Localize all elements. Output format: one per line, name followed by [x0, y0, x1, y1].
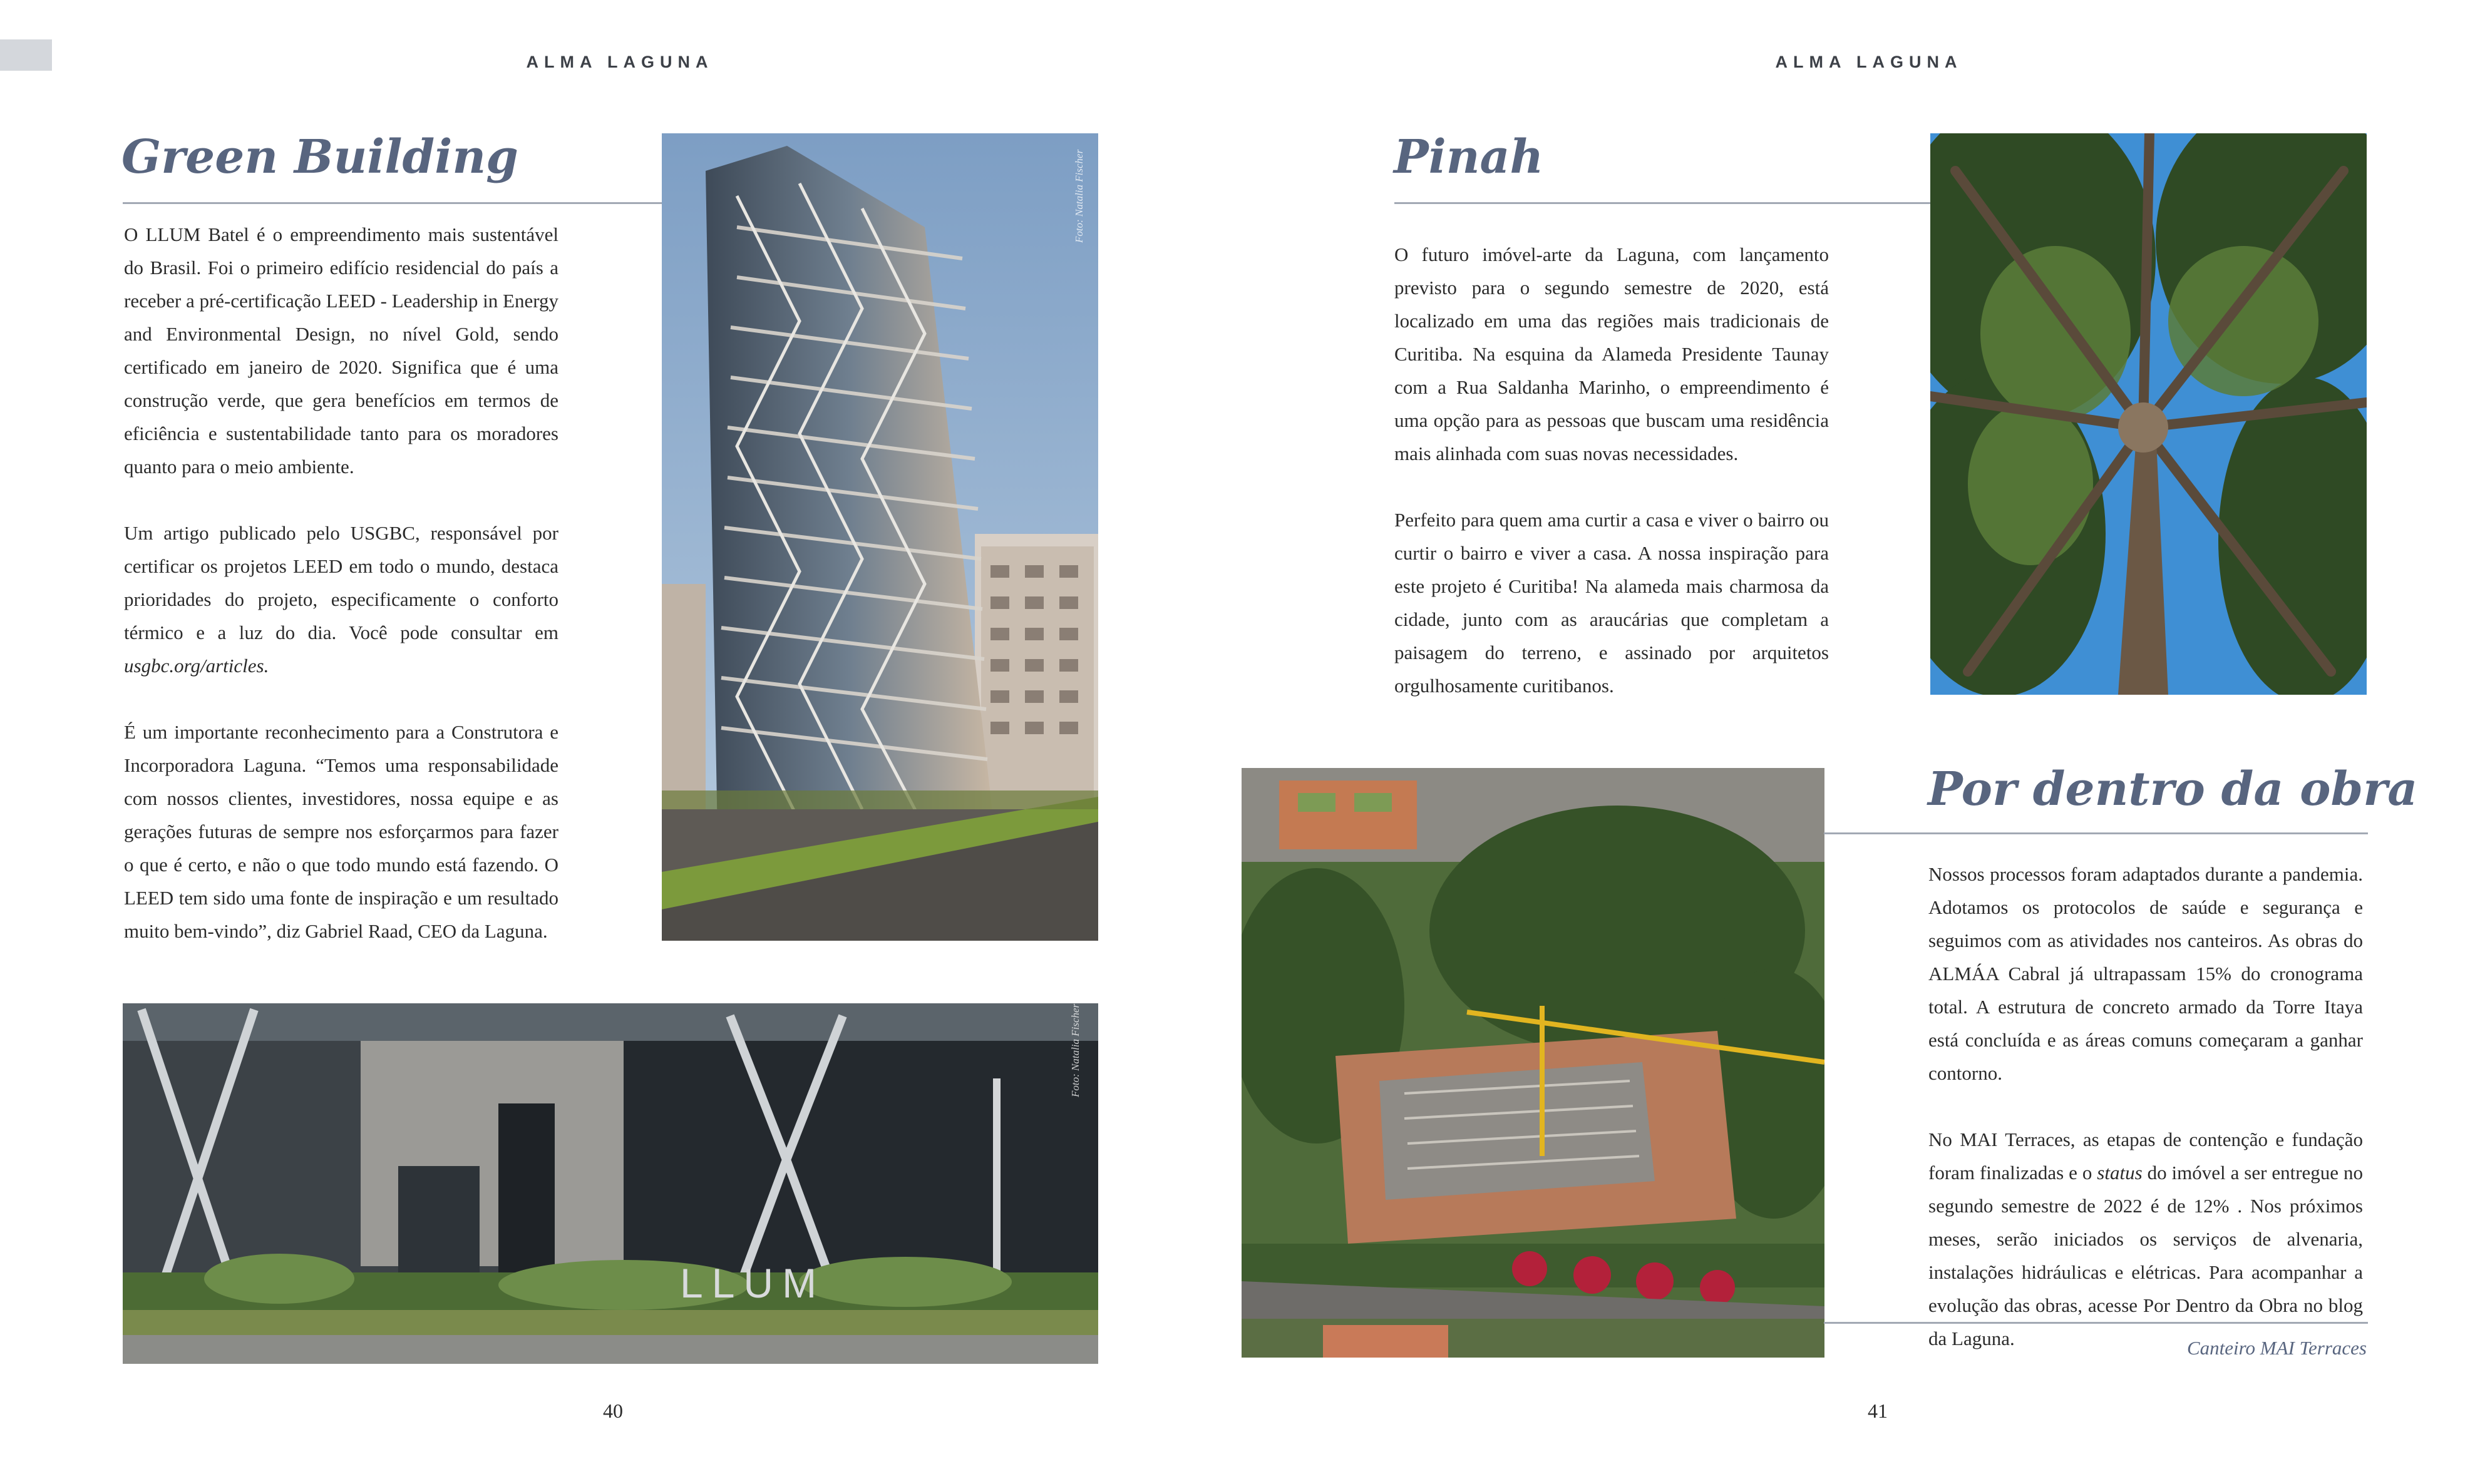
- right-running-head: ALMA LAGUNA: [1775, 53, 1963, 71]
- por-dentro-da-obra-body: [1928, 857, 2363, 1355]
- green-building-paragraph-1: O LLUM Batel é o empreendimento mais sustentável do Brasil. Foi o primeiro edifício residencial do país a receber a pré-certificação LEED - Leadership in Energy and Environmental Design, no nível Gold, sendo certificado em janeiro de 2020. Significa que é uma construção verde, que gera benefícios em termos de eficiência e sustentabilidade tanto para os moradores quanto para o meio ambiente.: [124, 223, 558, 478]
- usgbc-link[interactable]: usgbc.org/articles.: [124, 655, 269, 677]
- pinah-paragraph-1: O futuro imóvel-arte da Laguna, com lançamento previsto para o segundo semestre de 2020, está localizado em uma das regiões mais tradicionais de Curitiba. Na esquina da Alameda Presidente Taunay com a Rua Saldanha Marinho, o empreendimento é uma opção para as pessoas que buscam uma residência mais alinhada com suas novas necessidades.: [1394, 243, 1829, 464]
- por-dentro-da-obra-title: Por dentro da obra: [1928, 762, 2418, 816]
- llum-entrance-photo: [123, 1003, 1098, 1364]
- por-dentro-da-obra-rule: [1824, 832, 2368, 834]
- green-building-rule: [123, 202, 708, 204]
- right-page-number: 41: [1868, 1400, 1888, 1422]
- green-building-body: [124, 218, 558, 948]
- green-building-paragraph-2: [124, 516, 558, 682]
- obra-paragraph-2-after: do imóvel a ser entregue no segundo semestre de 2022 é de 12% . Nos próximos meses, serão iniciados os serviços de alvenaria, instalações hidráulicas e elétricas. Para acompanhar a evolução das obras, acesse Por Dentro da Obra no blog da Laguna.: [1928, 1162, 2363, 1349]
- page-edge-tab: [0, 39, 52, 71]
- llum-tower-photo: [662, 133, 1098, 941]
- obra-paragraph-2: [1928, 1123, 2363, 1355]
- llum-sign: LLUM: [680, 1260, 826, 1306]
- construction-aerial-photo: [1242, 768, 1824, 1358]
- left-page-number: 40: [603, 1400, 623, 1422]
- entrance-photo-credit: Foto: Natalia Fischer: [1069, 1003, 1081, 1097]
- green-building-paragraph-2-text: Um artigo publicado pelo USGBC, responsável por certificar os projetos LEED em todo o mundo, destaca prioridades do projeto, especificamente o conforto térmico e a luz do dia. Você pode consultar em: [124, 522, 558, 643]
- left-running-head: ALMA LAGUNA: [526, 53, 714, 71]
- pinah-rule: [1394, 202, 1980, 204]
- obra-paragraph-2-em: status: [2097, 1162, 2143, 1184]
- pinah-paragraph-2: Perfeito para quem ama curtir a casa e viver o bairro ou curtir o bairro e viver a casa. A nossa inspiração para este projeto é Curitiba! Na alameda mais charmosa da cidade, junto com as araucárias que completam a paisagem do terreno, e assinado por arquitetos orgulhosamente curitibanos.: [1394, 509, 1829, 697]
- green-building-paragraph-3: É um importante reconhecimento para a Construtora e Incorporadora Laguna. “Temos uma responsabilidade com nossos clientes, investidores, nossa equipe e as gerações futuras de sempre nos esforçarmos para fazer o que é certo, e não o que todo mundo está fazendo. O LEED tem sido uma fonte de inspiração e um resultado muito bem-vindo”, diz Gabriel Raad, CEO da Laguna.: [124, 721, 558, 942]
- caption-rule: [1824, 1322, 2368, 1324]
- araucaria-photo: [1930, 133, 2367, 695]
- obra-paragraph-1: Nossos processos foram adaptados durante a pandemia. Adotamos os protocolos de saúde e segurança e seguimos com as atividades nos canteiros. As obras do ALMÁA Cabral já ultrapassam 15% do cronograma total. A estrutura de concreto armado da Torre Itaya está concluída e as áreas comuns começaram a ganhar contorno.: [1928, 863, 2363, 1084]
- photo-caption: Canteiro MAI Terraces: [2186, 1337, 2367, 1359]
- pinah-title: Pinah: [1394, 130, 1544, 184]
- green-building-title: Green Building: [121, 130, 518, 184]
- obra-paragraph-2-before: No MAI Terraces, as etapas de contenção e fundação foram finalizadas e o: [1928, 1128, 2363, 1184]
- pinah-body: [1394, 238, 1829, 702]
- tower-photo-credit: Foto: Natalia Fischer: [1073, 149, 1085, 243]
